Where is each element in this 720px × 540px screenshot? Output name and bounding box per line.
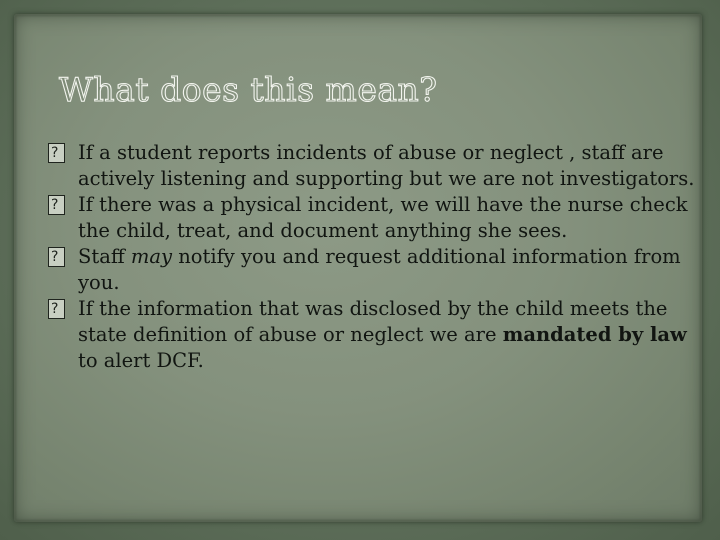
bullet-item <box>48 244 708 296</box>
bullet-text: If a student reports incidents of abuse or neglect , staff are actively listening and supporting but we are not investigators. <box>78 141 695 190</box>
bullet-text-italic: may <box>130 245 173 268</box>
bullet-item <box>48 296 708 374</box>
bullet-text-bold: mandated by law <box>502 323 687 346</box>
bullet-item <box>48 192 708 244</box>
bullet-item <box>48 140 708 192</box>
bullet-icon <box>48 299 65 319</box>
bullet-text: Staff <box>78 245 131 268</box>
content-panel <box>14 14 702 522</box>
bullet-icon <box>48 247 65 267</box>
slide-title: What does this mean? <box>59 70 438 109</box>
bullet-list <box>48 140 708 374</box>
bullet-icon <box>48 195 65 215</box>
bullet-text: If the information that was disclosed by the child meets the state definition of abuse or neglect we are <box>78 297 668 346</box>
bullet-icon <box>48 143 65 163</box>
bullet-text: If there was a physical incident, we will have the nurse check the child, treat, and document anything she sees. <box>78 193 688 242</box>
bullet-text: notify you and request additional information from you. <box>78 245 681 294</box>
bullet-text: to alert DCF. <box>78 349 204 372</box>
